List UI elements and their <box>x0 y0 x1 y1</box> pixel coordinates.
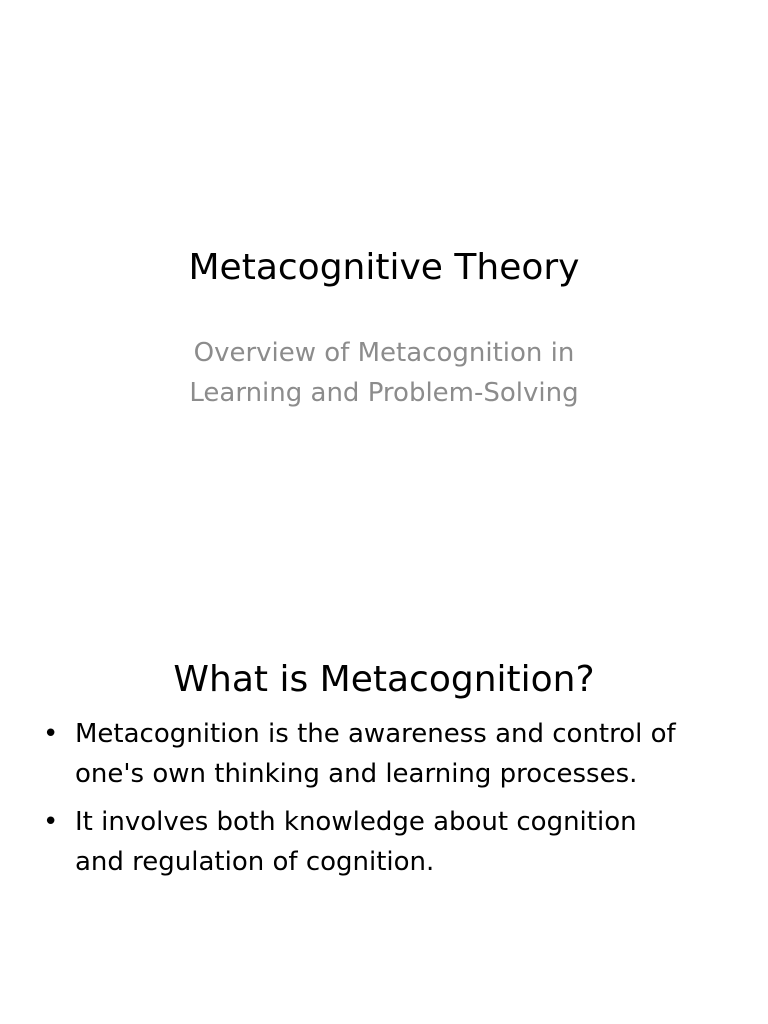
bullet-icon: • <box>43 807 59 837</box>
bullet-list <box>40 714 740 890</box>
bullet-text-line: and regulation of cognition. <box>75 847 435 877</box>
subtitle-line: Learning and Problem-Solving <box>189 378 579 408</box>
slide-title: What is Metacognition? <box>173 658 595 700</box>
bullet-text-line: one's own thinking and learning processes. <box>75 759 638 789</box>
bullet-icon: • <box>43 719 59 749</box>
subtitle-line: Overview of Metacognition in <box>193 338 575 368</box>
slide-subtitle <box>0 333 768 413</box>
bullet-item <box>40 714 740 794</box>
slide-title: Metacognitive Theory <box>188 247 580 289</box>
bullet-text-line: It involves both knowledge about cognition <box>75 807 637 837</box>
content-slide <box>0 512 768 1024</box>
bullet-item <box>40 802 740 882</box>
bullet-text-line: Metacognition is the awareness and control of <box>75 719 676 749</box>
